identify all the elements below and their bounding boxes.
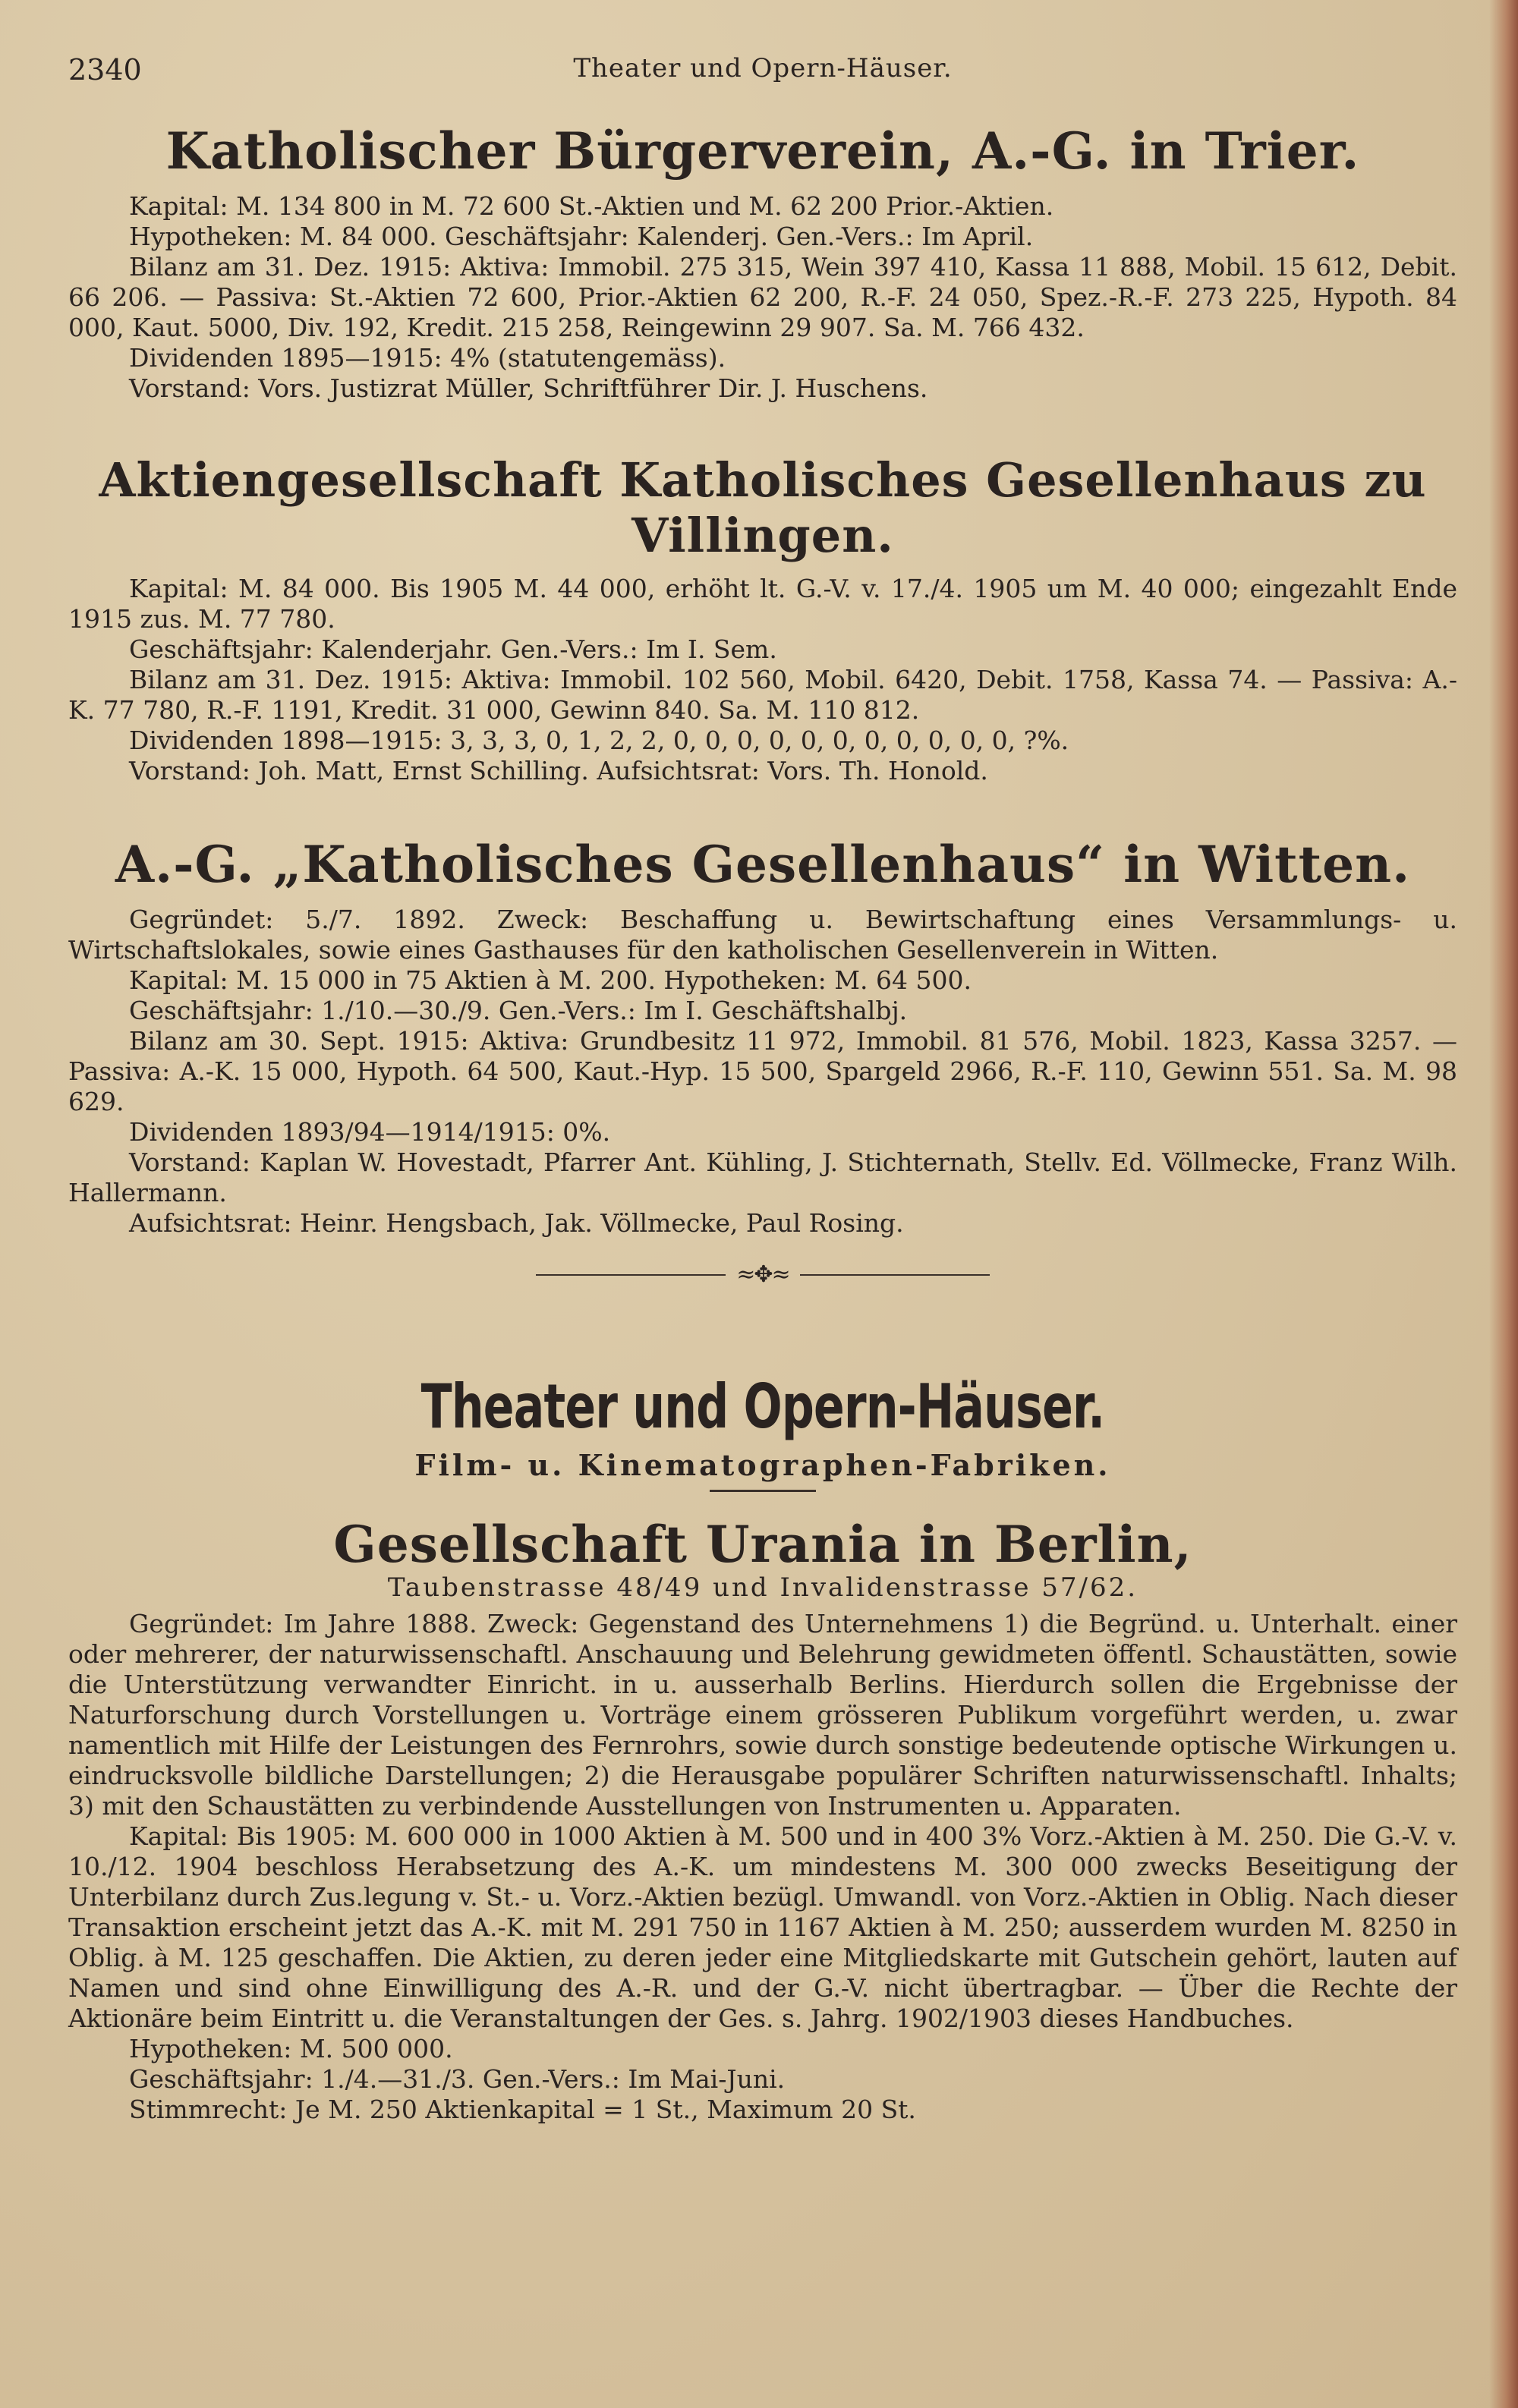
company-entry-witten xyxy=(68,835,1457,1239)
page-header xyxy=(68,53,1457,91)
entry-line: Geschäftsjahr: 1./10.—30./9. Gen.-Vers.: Im I. Geschäftshalbj. xyxy=(129,996,908,1025)
ornament-icon: ≈✥≈ xyxy=(736,1261,789,1288)
category-title: Theater und Opern-Häuser. xyxy=(420,1371,1105,1442)
heading-rule xyxy=(710,1490,816,1492)
company-entry-urania xyxy=(68,1515,1457,2125)
entry-line: Vorstand: Kaplan W. Hovestadt, Pfarrer Ant. Kühling, J. Stichternath, Stellv. Ed. Völlmecke, Franz Wilh. Hallermann. xyxy=(68,1147,1457,1207)
section-divider-ornament xyxy=(68,1261,1457,1288)
entry-line: Kapital: M. 15 000 in 75 Aktien à M. 200. Hypotheken: M. 64 500. xyxy=(129,965,972,995)
entry-line: Dividenden 1893/94—1914/1915: 0%. xyxy=(129,1117,611,1147)
page-spine-shadow xyxy=(1489,0,1518,2408)
entry-line: Gegründet: 5./7. 1892. Zweck: Beschaffung u. Bewirtschaftung eines Versammlungs- u. Wirtschaftslokales, sowie eines Gasthauses für den katholischen Gesellenverein in Witten. xyxy=(68,905,1457,965)
entry-line: Hypotheken: M. 84 000. Geschäftsjahr: Kalenderj. Gen.-Vers.: Im April. xyxy=(129,222,1034,251)
page-content xyxy=(68,121,1457,2173)
company-name: Aktiengesellschaft Katholisches Gesellenhaus zu Villingen. xyxy=(99,452,1427,563)
entry-line: Stimmrecht: Je M. 250 Aktienkapital = 1 St., Maximum 20 St. xyxy=(129,2095,916,2124)
entry-line: Kapital: M. 134 800 in M. 72 600 St.-Aktien und M. 62 200 Prior.-Aktien. xyxy=(129,191,1054,221)
page-number: 2340 xyxy=(68,53,142,87)
divider-line xyxy=(536,1274,726,1276)
category-subtitle: Film- u. Kinematographen-Fabriken. xyxy=(414,1448,1111,1482)
entry-line: Gegründet: Im Jahre 1888. Zweck: Gegenstand des Unternehmens 1) die Begründ. u. Unterhalt. einer oder mehrerer, der naturwissenschaftl. Anschauung und Belehrung gewidmeten öffentl. Schaustätten, sowie die Unterstützung verwandter Einricht. in u. ausserhalb Berlins. Hierdurch sollen die Ergebnisse der Naturforschung durch Vorstellungen u. Vorträge einem grösseren Publikum vorgeführt werden, u. zwar namentlich mit Hilfe der Leistungen des Fernrohrs, sowie durch sonstige bedeutende optische Wirkungen u. eindrucksvolle bildliche Darstellungen; 2) die Herausgabe populärer Schriften naturwissenschaftl. Inhalts; 3) mit den Schaustätten zu verbindende Ausstellungen von Instrumenten u. Apparaten. xyxy=(68,1609,1457,1821)
company-entry-villingen xyxy=(68,452,1457,786)
running-title: Theater und Opern-Häuser. xyxy=(573,53,953,83)
entry-line: Vorstand: Joh. Matt, Ernst Schilling. Aufsichtsrat: Vors. Th. Honold. xyxy=(129,756,988,785)
company-name: Gesellschaft Urania in Berlin, xyxy=(333,1515,1192,1574)
company-entry-trier xyxy=(68,121,1457,404)
entry-line: Vorstand: Vors. Justizrat Müller, Schriftführer Dir. J. Huschens. xyxy=(129,373,928,403)
company-name: Katholischer Bürgerverein, A.-G. in Trier. xyxy=(165,121,1360,181)
entry-line: Aufsichtsrat: Heinr. Hengsbach, Jak. Völlmecke, Paul Rosing. xyxy=(129,1208,904,1238)
entry-line: Hypotheken: M. 500 000. xyxy=(129,2034,453,2063)
entry-line: Bilanz am 31. Dez. 1915: Aktiva: Immobil. 102 560, Mobil. 6420, Debit. 1758, Kassa 74. — Passiva: A.-K. 77 780, R.-F. 1191, Kredit. 31 000, Gewinn 840. Sa. M. 110 812. xyxy=(68,665,1457,725)
entry-line: Bilanz am 30. Sept. 1915: Aktiva: Grundbesitz 11 972, Immobil. 81 576, Mobil. 1823, Kassa 3257. — Passiva: A.-K. 15 000, Hypoth. 64 500, Kaut.-Hyp. 15 500, Spargeld 2966, R.-F. 110, Gewinn 551. Sa. M. 98 629. xyxy=(68,1026,1457,1116)
entry-line: Geschäftsjahr: 1./4.—31./3. Gen.-Vers.: Im Mai-Juni. xyxy=(129,2064,786,2094)
entry-line: Dividenden 1895—1915: 4% (statutengemäss). xyxy=(129,343,726,373)
entry-line: Bilanz am 31. Dez. 1915: Aktiva: Immobil. 275 315, Wein 397 410, Kassa 11 888, Mobil. 15 612, Debit. 66 206. — Passiva: St.-Aktien 72 600, Prior.-Aktien 62 200, R.-F. 24 050, Spez.-R.-F. 273 225, Hypoth. 84 000, Kaut. 5000, Div. 192, Kredit. 215 258, Reingewinn 29 907. Sa. M. 766 432. xyxy=(68,252,1457,342)
divider-line xyxy=(800,1274,990,1276)
entry-line: Geschäftsjahr: Kalenderjahr. Gen.-Vers.: Im I. Sem. xyxy=(129,634,777,664)
entry-line: Kapital: M. 84 000. Bis 1905 M. 44 000, erhöht lt. G.-V. v. 17./4. 1905 um M. 40 000; eingezahlt Ende 1915 zus. M. 77 780. xyxy=(68,574,1457,634)
company-address: Taubenstrasse 48/49 und Invalidenstrasse 57/62. xyxy=(387,1572,1138,1603)
entry-line: Kapital: Bis 1905: M. 600 000 in 1000 Aktien à M. 500 und in 400 3% Vorz.-Aktien à M. 250. Die G.-V. v. 10./12. 1904 beschloss Herabsetzung des A.-K. um mindestens M. 300 000 zwecks Beseitigung der Unterbilanz durch Zus.legung v. St.- u. Vorz.-Aktien bezügl. Umwandl. von Vorz.-Aktien in Oblig. Nach dieser Transaktion erscheint jetzt das A.-K. mit M. 291 750 in 1167 Aktien à M. 250; ausserdem wurden M. 8250 in Oblig. à M. 125 geschaffen. Die Aktien, zu deren jeder eine Mitgliedskarte mit Gutschein gehört, lauten auf Namen und sind ohne Einwilligung des A.-R. und der G.-V. nicht übertragbar. — Über die Rechte der Aktionäre beim Eintritt u. die Veranstaltungen der Ges. s. Jahrg. 1902/1903 dieses Handbuches. xyxy=(68,1821,1457,2033)
company-name: A.-G. „Katholisches Gesellenhaus“ in Witten. xyxy=(115,835,1411,894)
entry-line: Dividenden 1898—1915: 3, 3, 3, 0, 1, 2, 2, 0, 0, 0, 0, 0, 0, 0, 0, 0, 0, 0, ?%. xyxy=(129,726,1069,755)
